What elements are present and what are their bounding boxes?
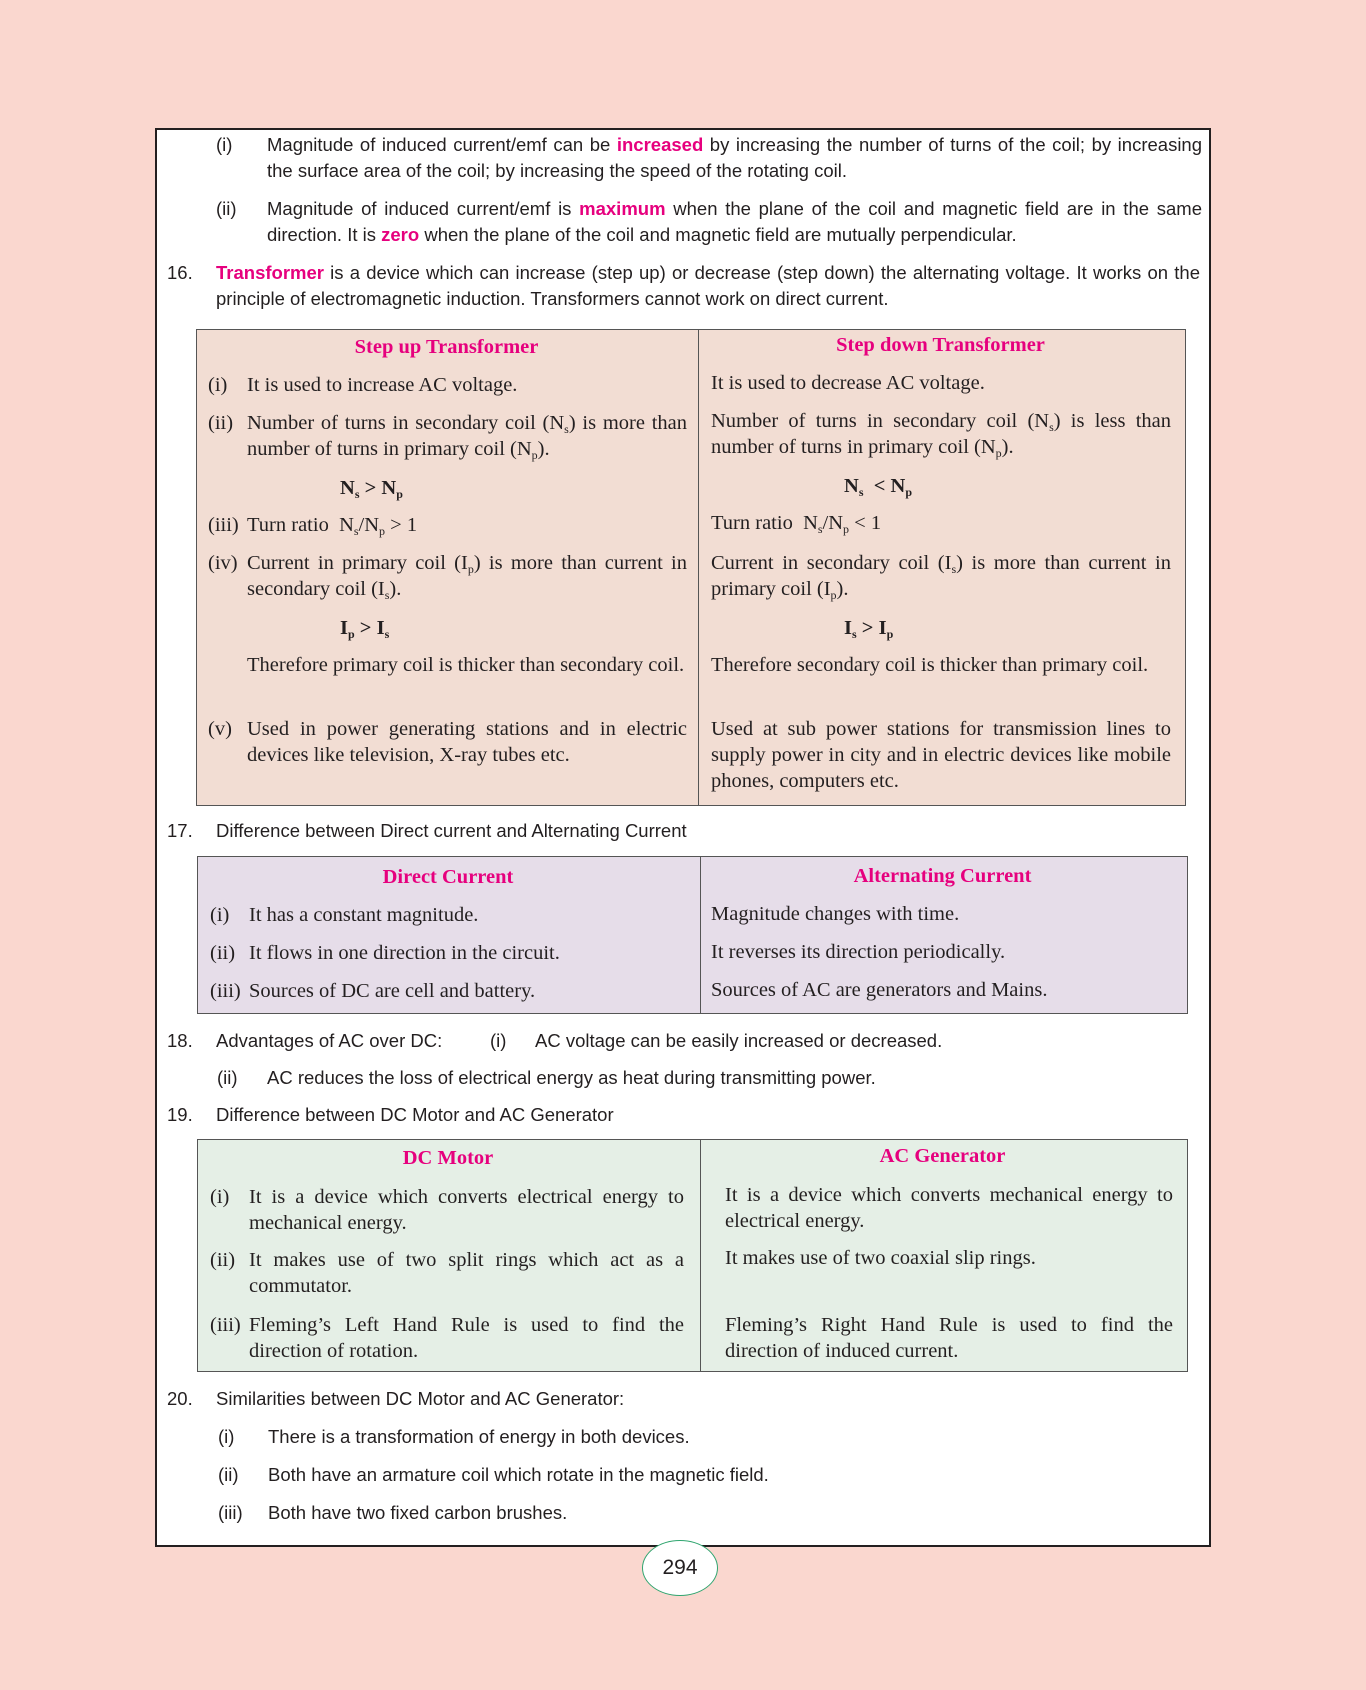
col-header: Step down Transformer — [836, 334, 1045, 356]
cell: Sources of DC are cell and battery. — [249, 980, 536, 1002]
cell: Therefore primary coil is thicker than secondary coil. — [247, 654, 685, 676]
cell: It is a device which converts electrical energy to mechanical energy. — [249, 1186, 684, 1234]
cell: Turn ratio $N_s/N_p < 1$ — [711, 512, 882, 536]
cell: Used at sub power stations for transmission lines to supply power in city and in electric devices like mobile phones, computers etc. — [711, 718, 1171, 792]
col-header: Alternating Current — [853, 865, 1032, 887]
cell: It is used to increase AC voltage. — [247, 374, 518, 396]
cell: Number of turns in secondary coil $(N_s)$ is less than number of turns in primary coil $(N_p)$. — [711, 410, 1171, 460]
cell: Fleming’s Right Hand Rule is used to find the direction of induced current. — [725, 1314, 1173, 1362]
row-num: (i) — [210, 1186, 230, 1208]
section-num: 16. — [167, 262, 193, 283]
item-num: (i) — [490, 1030, 507, 1051]
intro-item-ii: Magnitude of induced current/emf is maximum when the plane of the coil and magnetic field are in the same direction. It is zero when the plane of the coil and magnetic field are mutually perpendicular. — [267, 198, 1202, 245]
row-num: (ii) — [210, 942, 236, 964]
cell: It reverses its direction periodically. — [711, 941, 1006, 963]
cell: Number of turns in secondary coil $(N_s)$ is more than number of turns in primary coil $(N_p)$. — [247, 412, 688, 462]
row-num: (i) — [210, 904, 230, 926]
section-19-text: Difference between DC Motor and AC Generator — [216, 1104, 614, 1125]
section-num: 18. — [167, 1030, 193, 1051]
similarity-item: Both have two fixed carbon brushes. — [268, 1502, 568, 1523]
col-header: Step up Transformer — [354, 336, 539, 358]
equation: $N_s > N_p$ — [340, 477, 403, 501]
row-num: (ii) — [210, 1249, 236, 1271]
item-num: (i) — [216, 134, 233, 155]
item-num: (ii) — [216, 198, 237, 219]
cell: Therefore secondary coil is thicker than primary coil. — [711, 654, 1149, 676]
item-num: (i) — [218, 1426, 235, 1447]
cell: Magnitude changes with time. — [711, 903, 960, 925]
cell: It is a device which converts mechanical energy to electrical energy. — [725, 1184, 1173, 1232]
cell: Current in primary coil $(I_p)$ is more than current in secondary coil $(I_s)$. — [247, 552, 687, 602]
cell: Current in secondary coil $(I_s)$ is more than current in primary coil $(I_p)$. — [711, 552, 1171, 602]
cell: Sources of AC are generators and Mains. — [711, 979, 1048, 1001]
intro-item-i: Magnitude of induced current/emf can be increased by increasing the number of turns of the coil; by increasing the surface area of the coil; by increasing the speed of the rotating coil. — [267, 134, 1203, 181]
section-num: 20. — [167, 1388, 193, 1409]
cell: Turn ratio $N_s/N_p > 1$ — [247, 514, 418, 538]
col-header: AC Generator — [879, 1145, 1006, 1167]
cell: Fleming’s Left Hand Rule is used to find the direction of rotation. — [249, 1314, 684, 1362]
section-20-text: Similarities between DC Motor and AC Generator: — [216, 1388, 625, 1409]
row-num: (iv) — [208, 552, 238, 574]
item-num: (ii) — [218, 1464, 239, 1485]
similarity-item: There is a transformation of energy in both devices. — [268, 1426, 690, 1447]
row-num: (iii) — [210, 980, 241, 1002]
section-18-text: Advantages of AC over DC: — [216, 1030, 443, 1051]
row-num: (ii) — [208, 412, 234, 434]
cell: It makes use of two coaxial slip rings. — [725, 1247, 1036, 1269]
col-header: DC Motor — [402, 1147, 494, 1169]
row-num: (iii) — [210, 1314, 241, 1336]
cell: It is used to decrease AC voltage. — [711, 372, 985, 394]
advantage-ii: AC reduces the loss of electrical energy as heat during transmitting power. — [267, 1067, 876, 1088]
cell: It has a constant magnitude. — [249, 904, 479, 926]
row-num: (v) — [208, 718, 232, 740]
section-num: 17. — [167, 820, 193, 841]
similarity-item: Both have an armature coil which rotate in the magnetic field. — [268, 1464, 769, 1485]
row-num: (iii) — [208, 514, 239, 536]
section-16-text: Transformer is a device which can increase (step up) or decrease (step down) the alternating voltage. It works on the principle of electromagnetic induction. Transformers cannot work on direct current. — [216, 262, 1200, 309]
equation: $N_s < N_p$ — [844, 475, 913, 499]
cell: It makes use of two split rings which act as a commutator. — [249, 1249, 684, 1297]
row-num: (i) — [208, 374, 228, 396]
item-num: (iii) — [218, 1502, 243, 1523]
equation: $I_p > I_s$ — [340, 617, 390, 641]
equation: $I_s > I_p$ — [844, 617, 894, 641]
cell: Used in power generating stations and in electric devices like television, X-ray tubes etc. — [247, 718, 687, 766]
item-num: (ii) — [217, 1067, 238, 1088]
advantage-i: AC voltage can be easily increased or decreased. — [535, 1030, 943, 1051]
cell: It flows in one direction in the circuit. — [249, 942, 560, 964]
page-number: 294 — [642, 1540, 718, 1596]
section-17-text: Difference between Direct current and Alternating Current — [216, 820, 687, 841]
col-header: Direct Current — [382, 866, 514, 888]
section-num: 19. — [167, 1104, 193, 1125]
